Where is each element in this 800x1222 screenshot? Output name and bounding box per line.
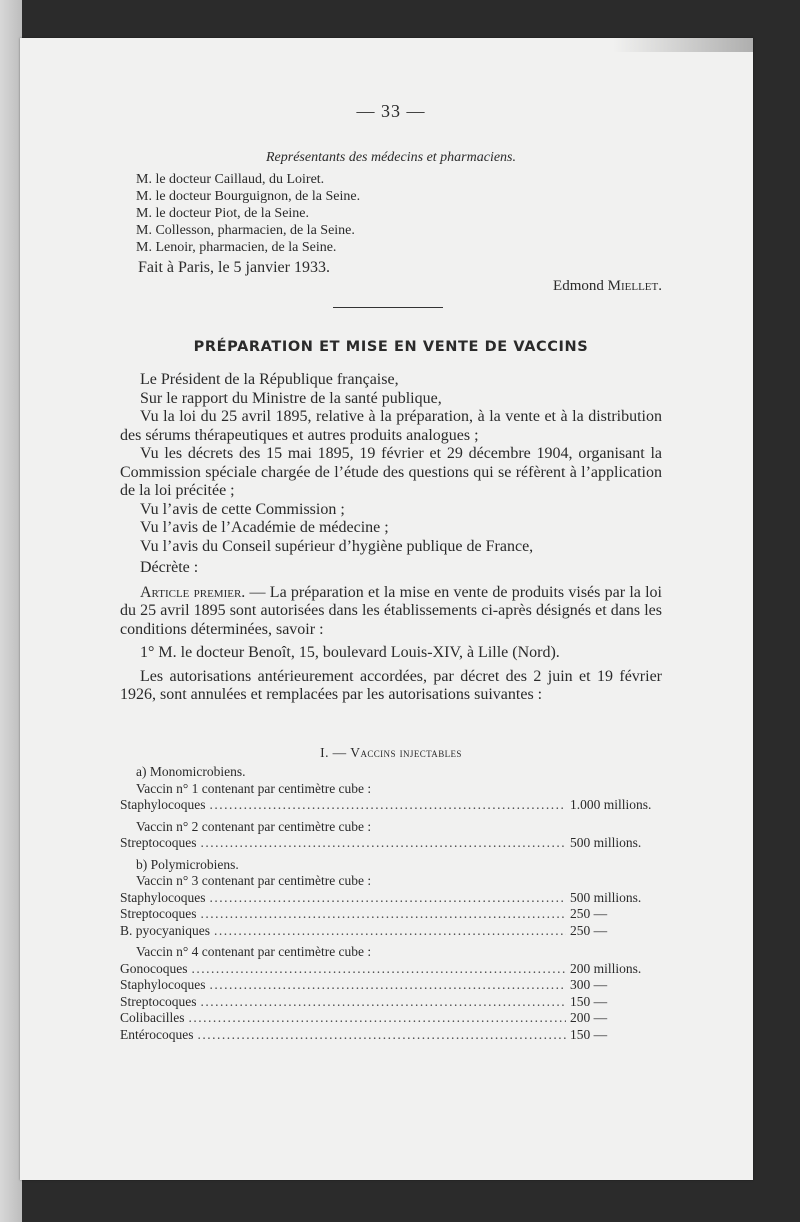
microbe-amount: 150 — [570,1026,608,1042]
microbe-name: Staphylocoques [120,977,206,992]
representative-item: M. Collesson, pharmacien, de la Seine. [136,223,355,238]
article-label: Article premier. [140,583,246,601]
microbe-name: Streptocoques [120,993,197,1009]
preamble-rapport: Sur le rapport du Ministre de la santé publique, [140,389,442,407]
monomicrobiens-label: a) Monomicrobiens. [136,764,246,779]
representative-item: M. le docteur Piot, de la Seine. [136,206,310,221]
leader-dots [201,906,567,923]
leader-dots [201,994,567,1011]
section-numeral: I. — [320,745,351,760]
decrete: Décrète : [140,559,199,576]
preamble-avis-conseil: Vu l’avis du Conseil supérieur d’hygiène publique de France, [140,537,534,555]
microbe-name: B. pyocyaniques [120,922,210,938]
representative-item: M. le docteur Caillaud, du Loiret. [136,172,325,187]
decree-title: PRÉPARATION ET MISE EN VENTE DE VACCINS [193,339,589,355]
vaccine-row [120,923,662,940]
vaccine-row [120,835,662,852]
preamble-loi: Vu la loi du 25 avril 1895, relative à la préparation, à la vente et à la distribution des sérums thérapeutiques et autres produits analogues ; [120,408,662,444]
vaccine-2-label: Vaccin n° 2 contenant par centimètre cube : [136,818,372,834]
leader-dots [214,923,566,940]
microbe-amount: 1.000 millions. [570,797,652,812]
representative-item: M. Lenoir, pharmacien, de la Seine. [136,240,337,255]
representatives-list [136,171,360,256]
vaccine-row [120,961,662,978]
page-number: — 33 — [356,101,426,121]
microbe-amount: 300 — [570,977,608,992]
preamble-avis-academie: Vu l’avis de l’Académie de médecine ; [140,519,389,536]
leader-dots [201,835,567,852]
article-authorizations: Les autorisations antérieurement accordées, par décret des 2 juin et 19 février 1926, sont annulées et remplacées par les autorisations suivantes : [120,667,662,703]
leader-dots [210,890,567,907]
vaccines-list [120,764,662,1043]
section-heading [120,744,662,763]
microbe-name: Streptocoques [120,906,197,921]
leader-dots [210,797,567,814]
signature [553,277,662,296]
microbe-name: Staphylocoques [120,797,206,812]
vaccine-row [120,1027,662,1044]
microbe-amount: 200 — [570,1010,608,1025]
left-book-edge [0,0,22,1222]
vaccine-3-label: Vaccin n° 3 contenant par centimètre cube : [136,873,372,888]
page-corner-shadow [613,38,753,52]
vaccine-1-label: Vaccin n° 1 contenant par centimètre cube : [136,780,372,796]
representative-item: M. le docteur Bourguignon, de la Seine. [136,189,361,204]
decree-body [120,371,662,705]
microbe-name: Entérocoques [120,1026,194,1042]
section-title: Vaccins injectables [350,745,462,760]
vaccine-row [120,890,662,907]
article-premier [120,584,662,640]
article-text: — La préparation et la mise en vente de produits visés par la loi du 25 avril 1895 sont autorisées dans les établissements ci-après désignés et dans les conditions déterminées, savoir : [120,583,663,638]
microbe-amount: 500 millions. [570,889,642,905]
leader-dots [210,977,567,994]
microbe-amount: 250 — [570,906,608,921]
microbe-name: Staphylocoques [120,889,206,905]
done-at: Fait à Paris, le 5 janvier 1933. [138,259,330,276]
microbe-amount: 500 millions. [570,835,642,850]
leader-dots [189,1010,567,1027]
representatives-heading: Représentants des médecins et pharmaciens. [266,150,516,165]
document-page [20,38,753,1180]
polymicrobiens-label: b) Polymicrobiens. [136,856,239,872]
microbe-amount: 150 — [570,993,608,1009]
preamble-avis-commission: Vu l’avis de cette Commission ; [140,500,345,518]
signature-last-name: Miellet. [607,278,662,294]
vaccine-row [120,906,662,923]
vaccine-row [120,797,662,814]
section-divider [333,307,443,308]
signature-first-name: Edmond [553,278,604,294]
vaccine-4-label: Vaccin n° 4 contenant par centimètre cube : [136,944,372,959]
preamble-decrets: Vu les décrets des 15 mai 1895, 19 février et 29 décembre 1904, organisant la Commission spéciale chargée de l’étude des questions qui se réfèrent à l’application de la loi précitée ; [120,445,662,499]
leader-dots [192,961,567,978]
microbe-name: Colibacilles [120,1010,185,1025]
microbe-name: Gonocoques [120,960,188,976]
microbe-amount: 250 — [570,922,608,938]
article-item-1: 1° M. le docteur Benoît, 15, boulevard Louis-XIV, à Lille (Nord). [140,644,560,661]
leader-dots [197,1027,566,1044]
microbe-name: Streptocoques [120,835,197,850]
vaccine-row [120,994,662,1011]
microbe-amount: 200 millions. [570,960,642,976]
preamble-president: Le Président de la République française, [140,371,399,388]
vaccine-row [120,977,662,994]
vaccine-row [120,1010,662,1027]
